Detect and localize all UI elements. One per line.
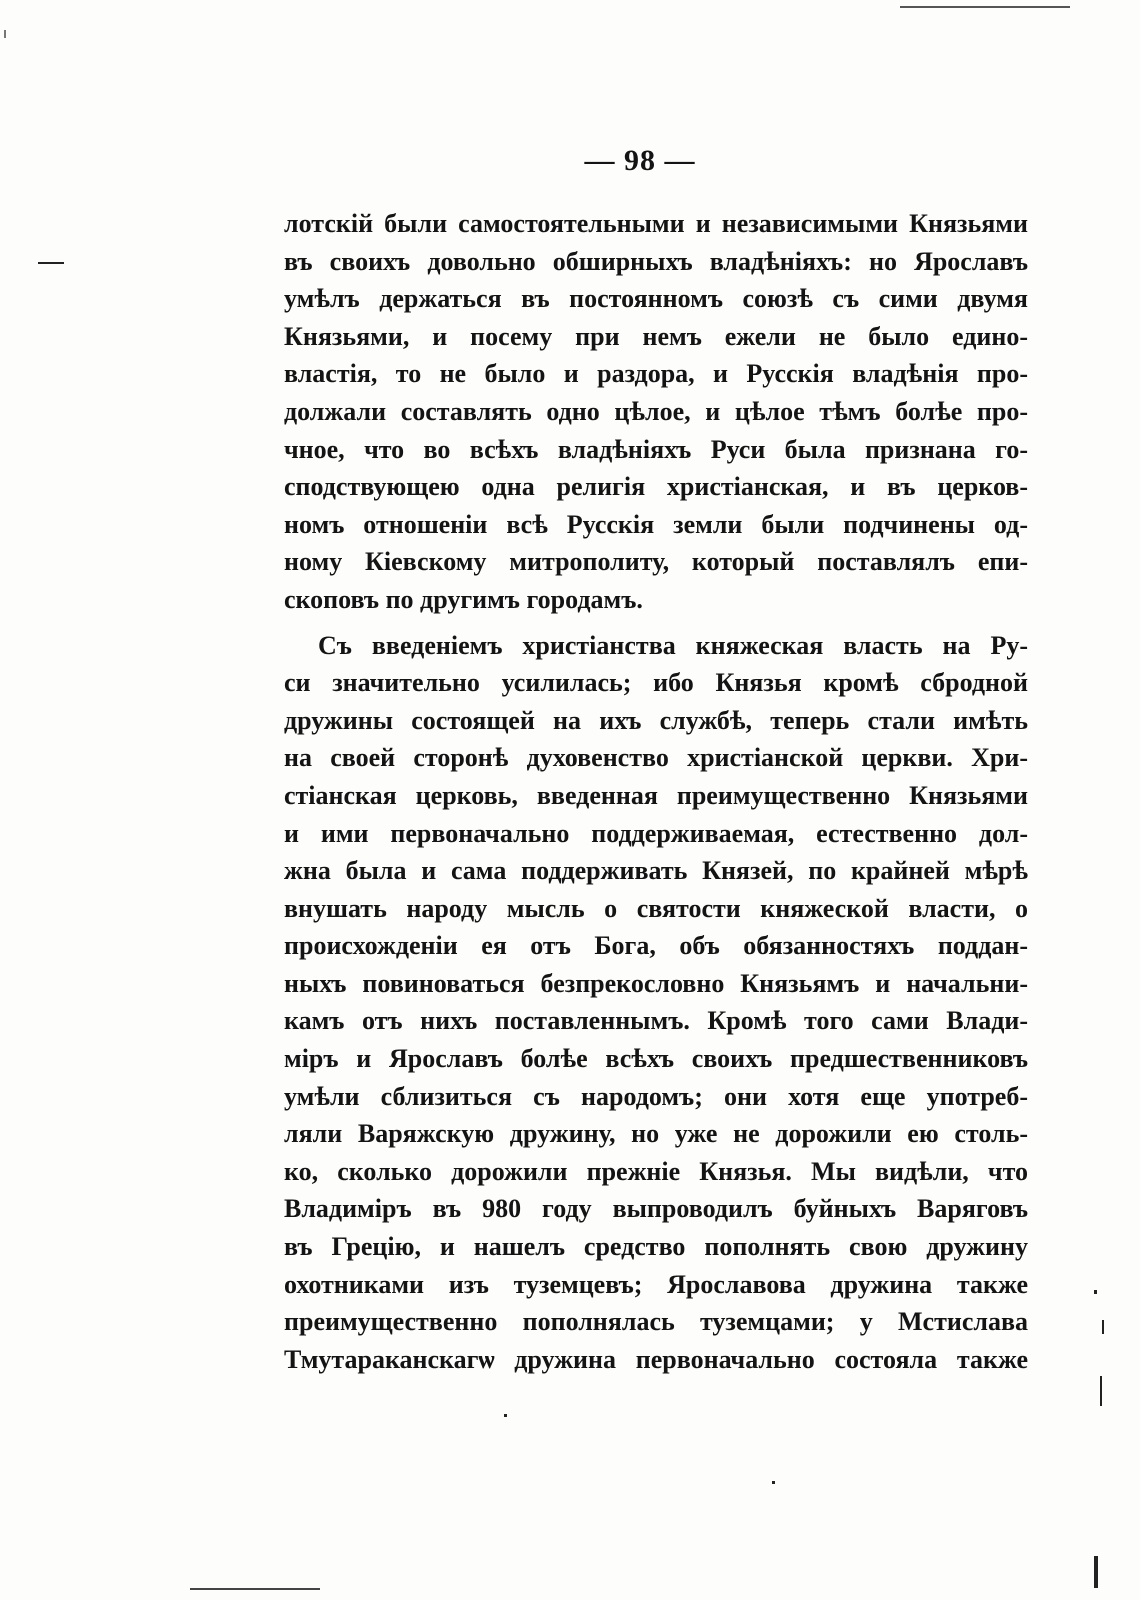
- text-line: должали составлять одно цѣлое, и цѣлое тѣмъ болѣе про-: [284, 396, 1028, 426]
- text-line: Владиміръ въ 980 году выпроводилъ буйныхъ Варяговъ: [284, 1194, 1028, 1224]
- text-line: Тмутараканскагѡ дружина первоначально состояла также: [284, 1344, 1028, 1374]
- text-line: лотскій были самостоятельными и независимыми Князьями: [284, 209, 1028, 238]
- text-line: происхожденіи ея отъ Бога, объ обязанностяхъ поддан-: [284, 931, 1028, 961]
- text-line: Князьями, и посему при немъ ежели не было едино-: [284, 321, 1028, 351]
- text-line: на своей сторонѣ духовенство христіанской церкви. Хри-: [284, 743, 1028, 773]
- scan-mark: [1094, 1290, 1097, 1294]
- paragraph-start-line: Съ введеніемъ христіанства княжеская власть на Ру-: [318, 630, 1028, 660]
- scan-mark: [190, 1588, 320, 1590]
- text-line: въ Грецію, и нашелъ средство пополнять свою дружину: [284, 1232, 1028, 1262]
- scan-mark: [504, 1414, 507, 1417]
- text-line: жна была и сама поддерживать Князей, по крайней мѣрѣ: [284, 856, 1028, 886]
- text-line: ко, сколько дорожили прежніе Князья. Мы видѣли, что: [284, 1156, 1028, 1186]
- text-line: дружины состоящей на ихъ службѣ, теперь стали имѣть: [284, 705, 1028, 735]
- text-line: міръ и Ярославъ болѣе всѣхъ своихъ предшественниковъ: [284, 1044, 1028, 1074]
- text-line: си значительно усилилась; ибо Князья кромѣ сбродной: [284, 668, 1028, 698]
- scan-mark: [1102, 1320, 1104, 1334]
- scan-mark: [38, 262, 64, 264]
- text-line: ному Кіевскому митрополиту, который поставлялъ епи-: [284, 547, 1028, 577]
- page-number: — 98 —: [584, 144, 696, 177]
- text-line: въ своихъ довольно обширныхъ владѣніяхъ: но Ярославъ: [284, 246, 1028, 276]
- scan-mark: [900, 6, 1070, 8]
- text-line: камъ отъ нихъ поставленнымъ. Кромѣ того сами Влади-: [284, 1006, 1028, 1036]
- scan-mark: [1100, 1376, 1102, 1406]
- body-text: [284, 205, 1028, 1378]
- text-line: внушать народу мысль о святости княжеской власти, о: [284, 893, 1028, 923]
- text-line: стіанская церковь, введенная преимущественно Князьями: [284, 780, 1028, 810]
- text-line: и ими первоначально поддерживаемая, естественно дол-: [284, 818, 1028, 848]
- scan-mark: [1094, 1556, 1098, 1588]
- text-line: умѣлъ держаться въ постоянномъ союзѣ съ сими двумя: [284, 284, 1028, 314]
- text-line: скоповъ по другимъ городамъ.: [284, 584, 643, 614]
- text-line: ляли Варяжскую дружину, но уже не дорожили ею столь-: [284, 1119, 1028, 1149]
- text-line: властія, то не было и раздора, и Русскія владѣнія про-: [284, 359, 1028, 389]
- text-line: номъ отношеніи всѣ Русскія земли были подчинены од-: [284, 509, 1028, 539]
- text-line: преимущественно пополнялась туземцами; у Мстислава: [284, 1307, 1028, 1337]
- scan-mark: [772, 1481, 775, 1484]
- text-line: чное, что во всѣхъ владѣніяхъ Руси была признана го-: [284, 434, 1028, 464]
- text-line: сподствующею одна религія христіанская, и въ церков-: [284, 472, 1028, 502]
- text-line: ныхъ повиноваться безпрекословно Князьямъ и начальни-: [284, 968, 1028, 998]
- scan-mark: [4, 30, 6, 38]
- text-line: охотниками изъ туземцевъ; Ярославова дружина также: [284, 1269, 1028, 1299]
- text-line: умѣли сблизиться съ народомъ; они хотя еще употреб-: [284, 1081, 1028, 1111]
